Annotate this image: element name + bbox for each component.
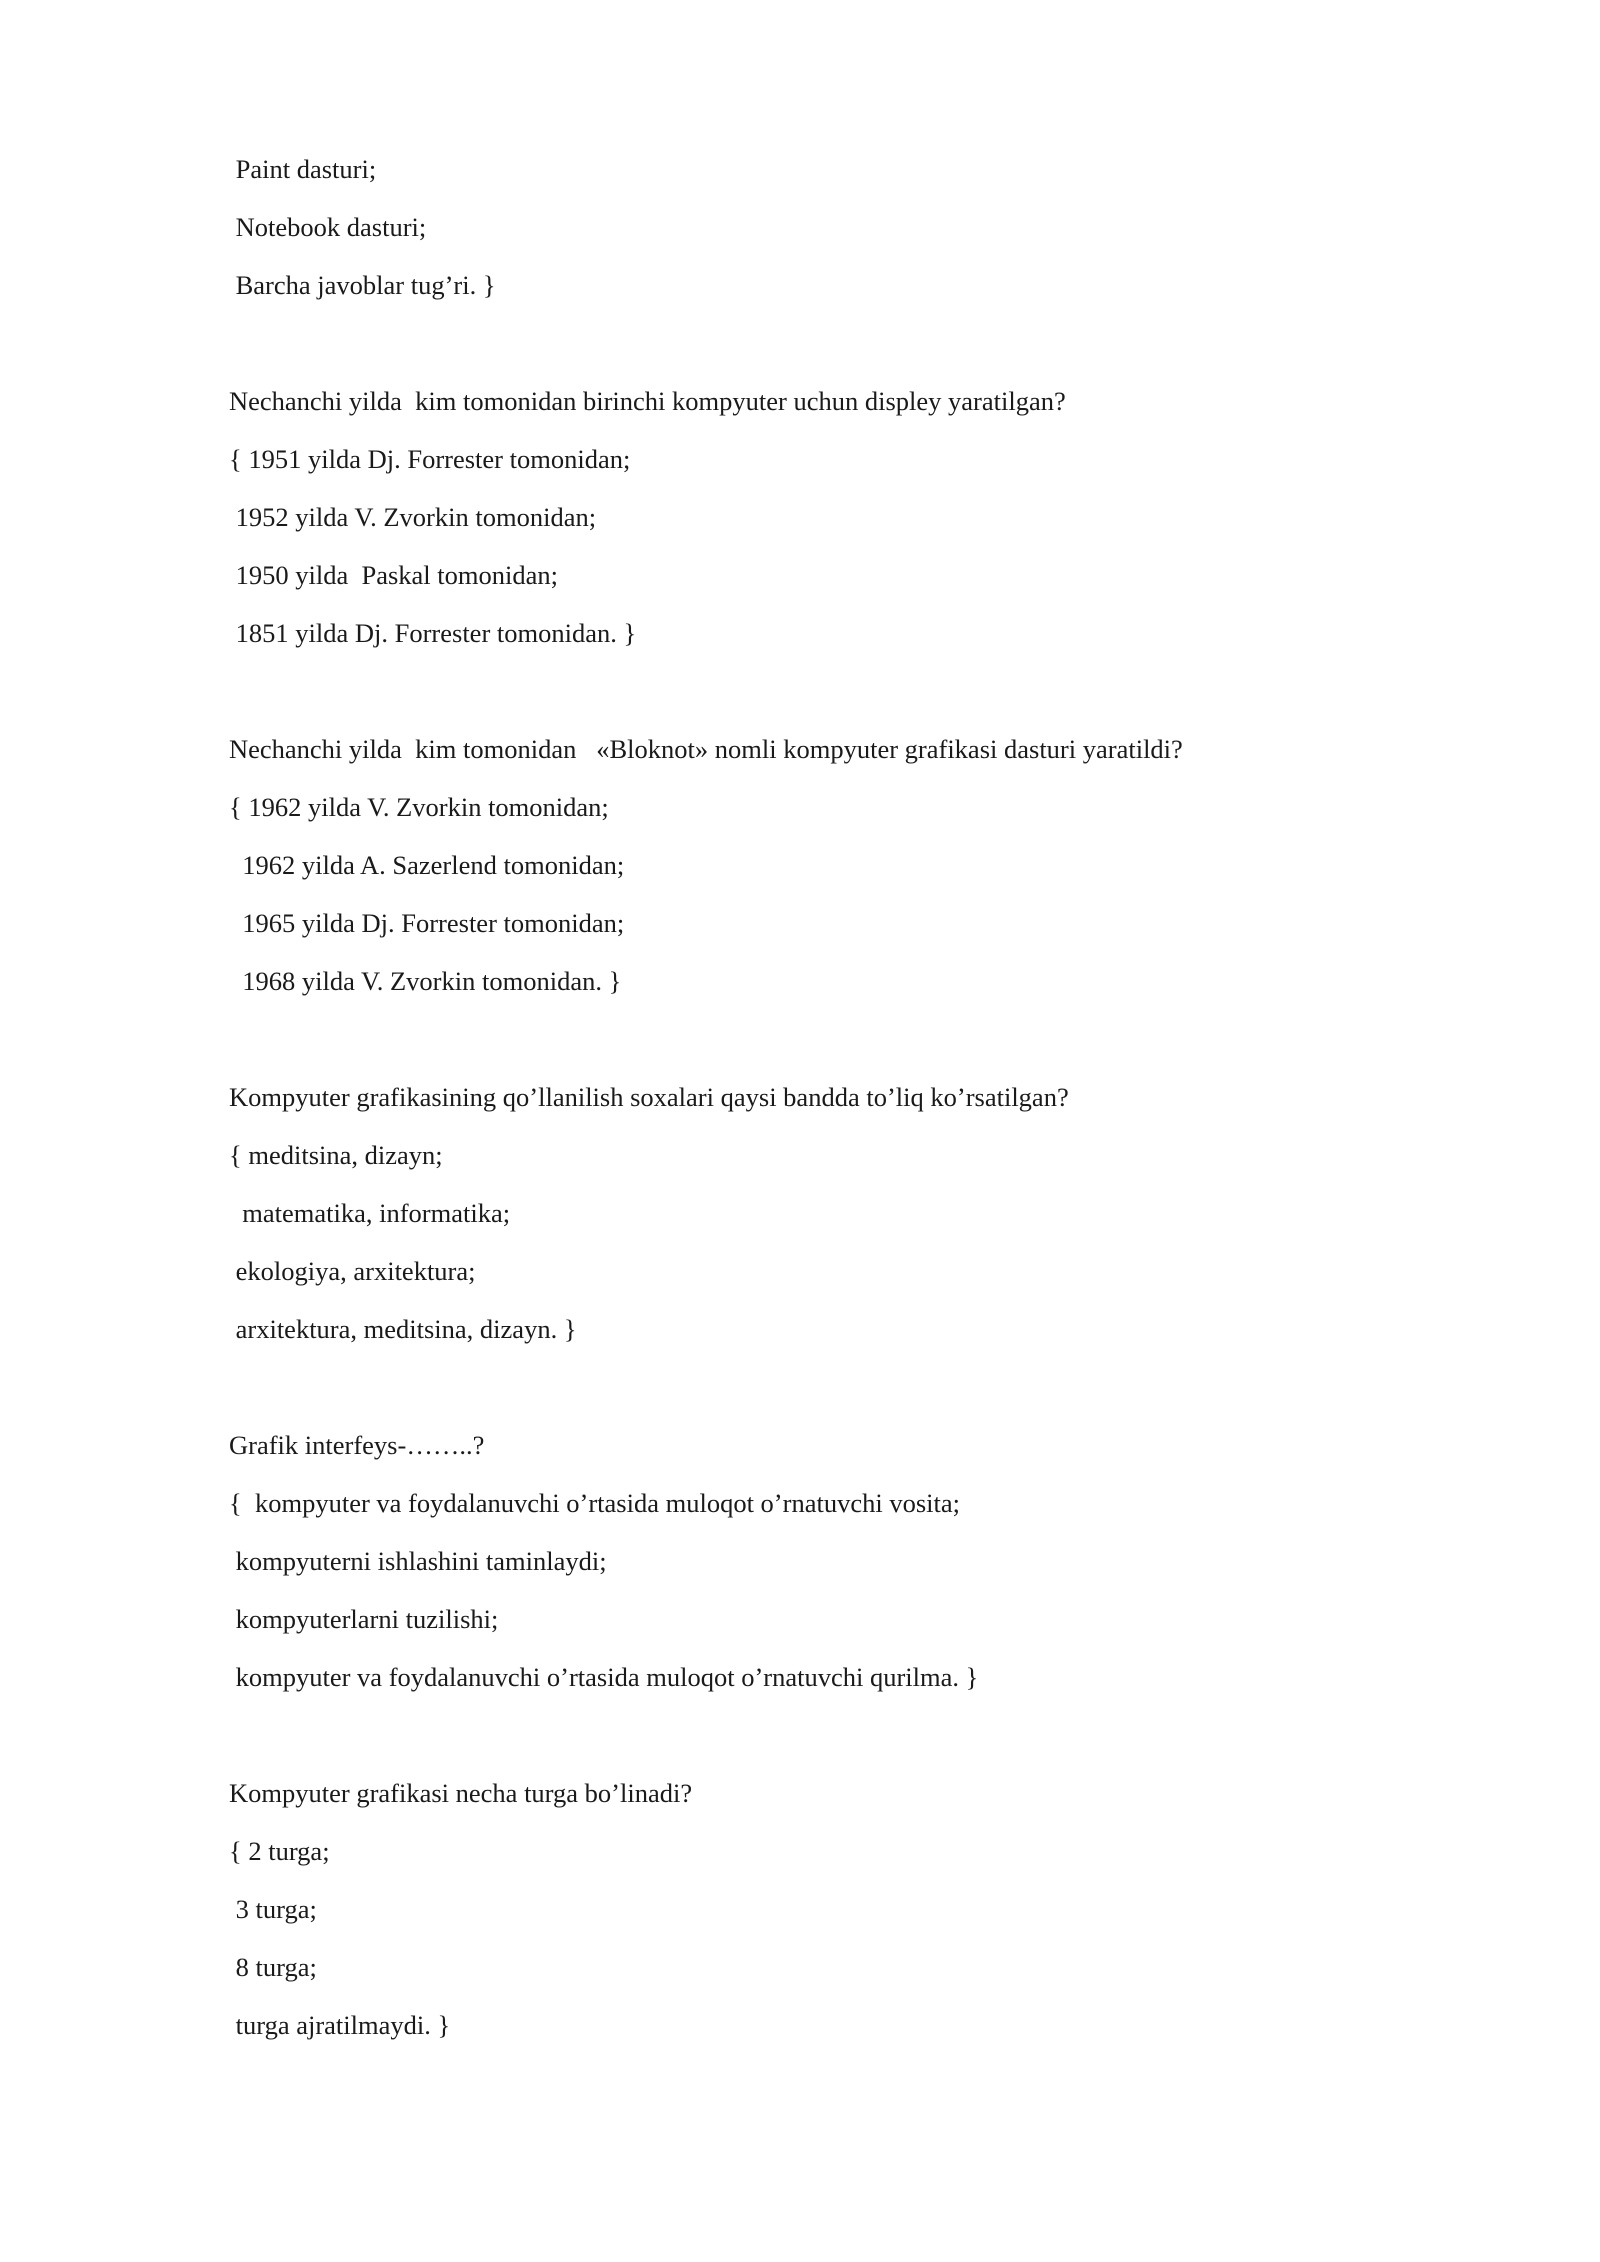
question-text: Nechanchi yilda kim tomonidan birinchi kompyuter uchun displey yaratilgan?: [229, 386, 1066, 416]
question-text: Kompyuter grafikasining qo’llanilish soxalari qaysi bandda to’liq ko’rsatilgan?: [229, 1082, 1069, 1112]
answer-option: 1965 yilda Dj. Forrester tomonidan;: [229, 908, 625, 938]
answer-option: arxitektura, meditsina, dizayn. }: [229, 1314, 577, 1344]
answer-option: Barcha javoblar tug’ri. }: [229, 270, 496, 300]
answer-option: 1952 yilda V. Zvorkin tomonidan;: [229, 502, 597, 532]
answer-option: turga ajratilmaydi. }: [229, 2010, 451, 2040]
answer-option: 1962 yilda A. Sazerlend tomonidan;: [229, 850, 625, 880]
answer-option: 1851 yilda Dj. Forrester tomonidan. }: [229, 618, 637, 648]
answer-option: 1968 yilda V. Zvorkin tomonidan. }: [229, 966, 622, 996]
answer-option: kompyuterni ishlashini taminlaydi;: [229, 1546, 607, 1576]
answer-option: { meditsina, dizayn;: [229, 1140, 443, 1170]
answer-option: { 1951 yilda Dj. Forrester tomonidan;: [229, 444, 631, 474]
answer-option: matematika, informatika;: [229, 1198, 511, 1228]
answer-option: 3 turga;: [229, 1894, 317, 1924]
answer-option: Notebook dasturi;: [229, 212, 427, 242]
question-text: Nechanchi yilda kim tomonidan «Bloknot» nomli kompyuter grafikasi dasturi yaratildi?: [229, 734, 1183, 764]
answer-option: kompyuterlarni tuzilishi;: [229, 1604, 499, 1634]
answer-option: { 1962 yilda V. Zvorkin tomonidan;: [229, 792, 609, 822]
answer-option: { kompyuter va foydalanuvchi o’rtasida muloqot o’rnatuvchi vosita;: [229, 1488, 960, 1518]
answer-option: 1950 yilda Paskal tomonidan;: [229, 560, 559, 590]
answer-option: { 2 turga;: [229, 1836, 330, 1866]
answer-option: ekologiya, arxitektura;: [229, 1256, 476, 1286]
question-text: Kompyuter grafikasi necha turga bo’linadi?: [229, 1778, 693, 1808]
answer-option: 8 turga;: [229, 1952, 317, 1982]
question-text: Grafik interfeys-……..?: [229, 1430, 485, 1460]
answer-option: kompyuter va foydalanuvchi o’rtasida muloqot o’rnatuvchi qurilma. }: [229, 1662, 979, 1692]
answer-option: Paint dasturi;: [229, 154, 377, 184]
